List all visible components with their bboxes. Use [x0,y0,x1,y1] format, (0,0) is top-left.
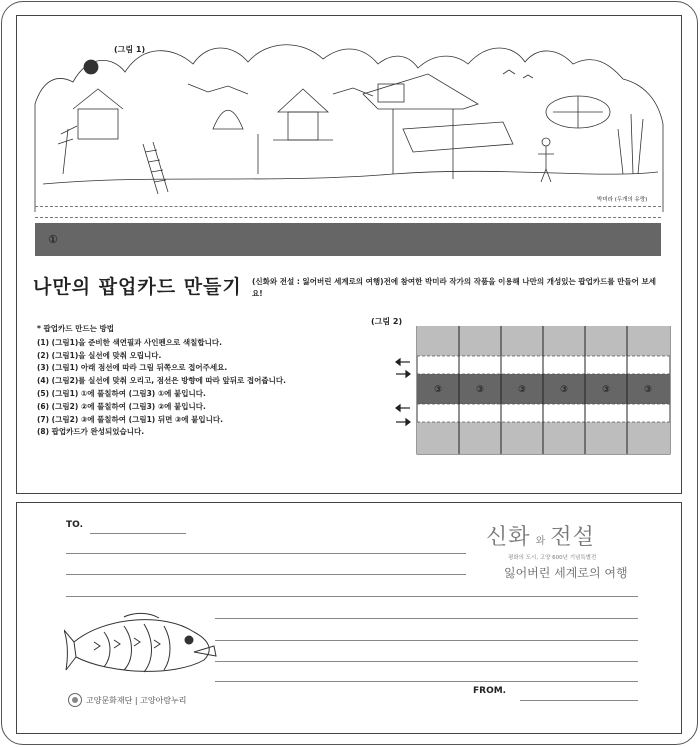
instruction-step: (6) (그림2) ②에 풀칠하여 (그림3) ②에 붙입니다. [37,401,206,411]
fold-line [35,217,661,218]
from-label: FROM. [473,686,507,696]
arrow-left-icon [396,405,410,411]
address-line [90,533,186,534]
exhibition-subline: 평화의 도시, 고양 600년 기념특별전 [508,555,597,561]
address-line [215,681,638,682]
instruction-step: (5) (그림1) ①에 풀칠하여 (그림3) ①에 붙입니다. [37,388,206,398]
figure2-band-number: ③ [475,385,485,395]
glue-band-number: ① [48,233,58,246]
figure2-band-number: ③ [559,385,569,395]
fish-illustration [64,612,224,682]
exhibition-tagline: 잃어버린 세계로의 여행 [504,566,628,580]
arrow-left-icon [396,359,410,365]
address-line [66,574,466,575]
instruction-step: (3) (그림1) 아래 점선에 따라 그림 뒤쪽으로 접어주세요. [37,363,228,373]
page-subtitle: (신화와 전설 : 잃어버린 세계로의 여행)전에 참여한 박미라 작가의 작품을 이용해 나만의 개성있는 팝업카드를 만들어 보세요! [252,277,657,298]
brand-conjunction: 와 [535,536,546,547]
address-line [215,661,638,662]
organization-footer [68,693,187,707]
arrow-right-icon [396,419,410,425]
foundation-logo-icon [68,693,82,707]
address-line [215,618,638,619]
figure1-credit: 박미라 (두개의 유랑) [597,197,648,203]
address-line [215,640,638,641]
instruction-step: (1) (그림1)을 준비한 색연필과 사인펜으로 색칠합니다. [37,337,222,347]
figure1-illustration [33,34,666,234]
figure2-band-number: ③ [643,385,653,395]
address-line [66,596,638,597]
figure2-band-number: ③ [433,385,443,395]
instruction-step: (4) (그림2)를 실선에 맞춰 오리고, 점선은 방향에 따라 앞뒤로 접어줍니다. [37,376,286,386]
page-title: 나만의 팝업카드 만들기 [33,276,242,298]
instruction-step: (2) (그림1)을 실선에 맞춰 오립니다. [37,350,162,360]
arrow-right-icon [396,371,410,377]
organization-name: 고양문화재단 | 고양아람누리 [86,695,187,705]
brand-word: 전설 [550,525,595,550]
instructions [37,323,286,439]
brand-word: 신화 [486,525,531,550]
figure2-band-number: ③ [517,385,527,395]
exhibition-logo [486,520,595,551]
instruction-step: (7) (그림2) ③에 풀칠하여 (그림1) 뒤면 ③에 붙입니다. [37,414,223,424]
address-line [66,553,466,554]
figure1-label: (그림 1) [114,45,146,54]
figure2-label: (그림 2) [371,317,403,326]
to-label: TO. [66,520,84,530]
from-line [520,700,638,701]
fold-line [35,206,661,207]
figure2-diagram [394,326,674,456]
instructions-header: * 팝업카드 만드는 방법 [37,324,114,333]
instruction-step: (8) 팝업카드가 완성되었습니다. [37,427,145,437]
figure2-band-number: ③ [601,385,611,395]
glue-band [35,223,661,256]
